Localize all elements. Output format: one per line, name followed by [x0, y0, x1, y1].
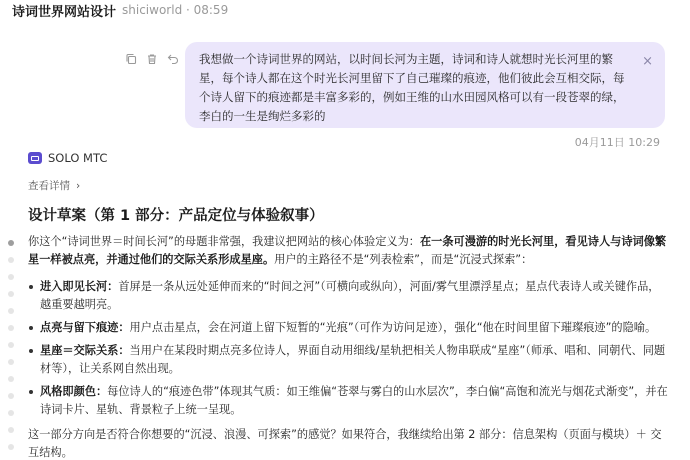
outline-timeline: [6, 238, 16, 460]
bot-header: [28, 151, 107, 165]
chat-title: 诗词世界网站设计: [12, 4, 117, 20]
feature-list: [28, 278, 668, 419]
list-item: 星座＝交际关系：当用户在某段时期点亮多位诗人，界面自动用细线/星轨把相关人物串联成“星座”（师承、唱和、同朝代、同题材等），让关系网自然出现。: [28, 342, 668, 378]
view-details-label: 查看详情: [28, 180, 70, 192]
timeline-dot[interactable]: [8, 376, 14, 382]
delete-icon[interactable]: [145, 52, 158, 65]
chevron-right-icon: ›: [76, 179, 81, 192]
outro-paragraph: 这一部分方向是否符合你想要的“沉浸、浪漫、可探索”的感觉？如果符合，我继续给出第 2 部分：信息架构（页面与模块）＋ 交互结构。: [28, 428, 662, 459]
article-heading: 设计草案（第 1 部分：产品定位与体验叙事）: [28, 208, 324, 224]
timeline-dot[interactable]: [8, 240, 14, 246]
timeline-dot[interactable]: [8, 308, 14, 314]
copy-icon[interactable]: [124, 52, 137, 65]
intro-paragraph: 你这个“诗词世界＝时间长河”的母题非常强，我建议把网站的核心体验定义为：在一条可漫游的时光长河里，看见诗人与诗词像繁星一样被点亮，并通过他们的交际关系形成星座。用户的主路径不是“列表检索”，而是“沉浸式探索”：: [28, 235, 667, 266]
article-body: [28, 233, 668, 460]
timeline-dot[interactable]: [8, 274, 14, 280]
timeline-dot[interactable]: [8, 444, 14, 450]
timeline-dot[interactable]: [8, 410, 14, 416]
bot-icon: [28, 152, 42, 164]
timeline-dot[interactable]: [8, 325, 14, 331]
list-item: 风格即颜色：每位诗人的“痕迹色带”体现其气质：如王维偏“苍翠与雾白的山水层次”，李白偏“高饱和流光与烟花式渐变”，并在诗词卡片、星轨、背景粒子上统一呈现。: [28, 383, 668, 419]
timeline-dot[interactable]: [8, 393, 14, 399]
list-item: 点亮与留下痕迹：用户点击星点，会在河道上留下短暂的“光痕”（可作为访问足迹），强化“他在时间里留下璀璨痕迹”的隐喻。: [28, 319, 668, 337]
list-item: 进入即见长河：首屏是一条从远处延伸而来的“时间之河”（可横向或纵向），河面/雾气里漂浮星点；星点代表诗人或关键作品，越重要越明亮。: [28, 278, 668, 314]
timeline-dot[interactable]: [8, 427, 14, 433]
view-details-link[interactable]: [28, 178, 80, 193]
chat-header: [0, 0, 690, 20]
timeline-dot[interactable]: [8, 359, 14, 365]
timeline-dot[interactable]: [8, 342, 14, 348]
user-message-bubble: [185, 42, 665, 128]
message-toolbar: [124, 52, 179, 65]
bot-name: SOLO MTC: [48, 151, 108, 165]
user-message-text: 我想做一个诗词世界的网站，以时间长河为主题，诗词和诗人就想时光长河里的繁星，每个诗人都在这个时光长河里留下了自己璀璨的痕迹，他们彼此会互相交际，每个诗人留下的痕迹都是丰富多彩的，例如王维的山水田园风格可以有一段苍翠的绿，李白的一生是绚烂多彩的: [199, 52, 625, 123]
chat-meta: shiciworld · 08:59: [122, 3, 229, 17]
timeline-dot[interactable]: [8, 291, 14, 297]
message-timestamp: 04月11日 10:29: [574, 136, 660, 149]
timeline-dot[interactable]: [8, 257, 14, 263]
undo-icon[interactable]: [166, 52, 179, 65]
intro-highlight: 在一条可漫游的时光长河里，看见诗人与诗词像繁星一样被点亮，并通过他们的交际关系形成星座。: [28, 235, 667, 266]
close-icon[interactable]: ×: [642, 54, 653, 69]
